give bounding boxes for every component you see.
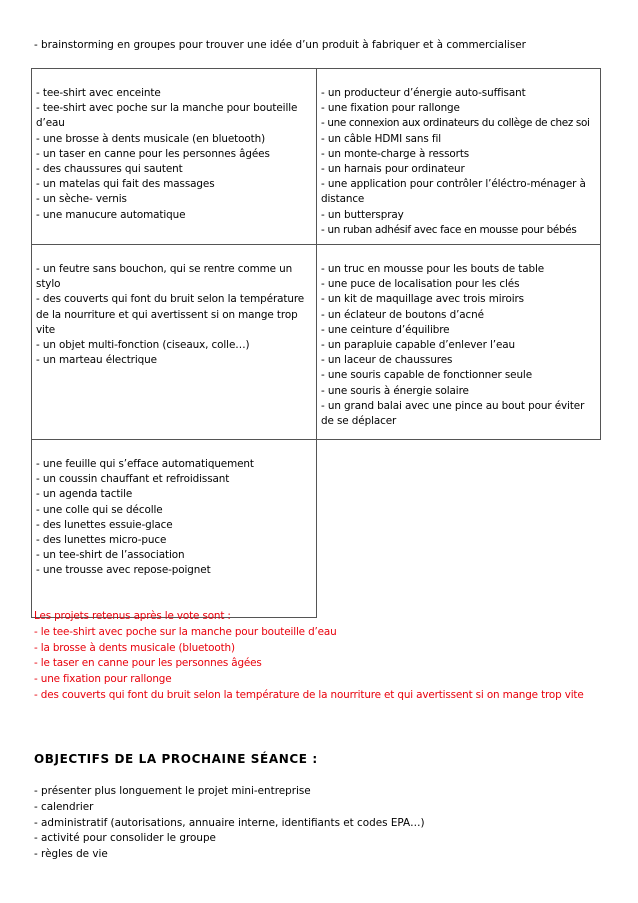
list-item: - une brosse à dents musicale (en bluetooth) [36, 132, 266, 145]
list-item: - calendrier [34, 800, 94, 813]
list-item: - règles de vie [34, 848, 108, 861]
list-item: - des lunettes micro-puce [36, 534, 167, 547]
list-item: - tee-shirt avec enceinte [36, 87, 161, 99]
ideas-cell [317, 69, 601, 245]
list-item: - un kit de maquillage avec trois miroirs [321, 293, 524, 306]
list-item: - une puce de localisation pour les clés [321, 278, 520, 291]
list-item: - des lunettes essuie-glace [36, 518, 173, 531]
list-item: - un monte-charge à ressorts [321, 147, 470, 160]
list-item: - présenter plus longuement le projet mini-entreprise [34, 785, 311, 797]
table-row [32, 69, 601, 245]
ideas-cell [317, 245, 601, 440]
list-item: - une fixation pour rallonge [321, 102, 460, 115]
list-item: - des couverts qui font du bruit selon la température de la nourriture et qui avertissent si on mange trop vite [34, 688, 584, 701]
list-item: - un producteur d’énergie auto-suffisant [321, 87, 526, 99]
list-item: - une trousse avec repose-poignet [36, 564, 211, 577]
list-item: - le taser en canne pour les personnes âgées [34, 657, 262, 670]
list-item: - une feuille qui s’efface automatiquement [36, 458, 254, 471]
retained-projects [34, 609, 634, 704]
objectives-title: OBJECTIFS DE LA PROCHAINE SÉANCE : [34, 752, 318, 766]
list-item: - des couverts qui font du bruit selon la température de la nourriture et qui avertissent si on mange trop vite [36, 293, 305, 336]
list-item: - la brosse à dents musicale (bluetooth) [34, 641, 235, 654]
list-item: - une application pour contrôler l’éléctro-ménager à distance [321, 178, 586, 206]
list-item: - un harnais pour ordinateur [321, 163, 465, 176]
list-item: - un coussin chauffant et refroidissant [36, 473, 230, 486]
list-item: - activité pour consolider le groupe [34, 832, 216, 845]
list-item: - un parapluie capable d’enlever l’eau [321, 339, 516, 352]
list-item: - une manucure automatique [36, 208, 186, 221]
list-item: - un truc en mousse pour les bouts de table [321, 263, 545, 276]
list-item: - un tee-shirt de l’association [36, 549, 185, 562]
ideas-cell [32, 69, 317, 245]
list-item: - une connexion aux ordinateurs du collège de chez soi [321, 117, 590, 130]
list-item: - un éclateur de boutons d’acné [321, 308, 484, 321]
list-item: - un agenda tactile [36, 488, 133, 501]
list-item: - un butterspray [321, 208, 404, 221]
ideas-cell [32, 245, 317, 440]
list-item: - tee-shirt avec poche sur la manche pour bouteille d’eau [36, 102, 298, 130]
list-item: - des chaussures qui sautent [36, 163, 183, 176]
list-item: - un ruban adhésif avec face en mousse pour bébés [321, 223, 577, 236]
list-item: - un matelas qui fait des massages [36, 178, 215, 191]
list-item: - une ceinture d’équilibre [321, 323, 450, 336]
list-item: - le tee-shirt avec poche sur la manche pour bouteille d’eau [34, 625, 337, 638]
list-item: - une souris à énergie solaire [321, 384, 469, 397]
list-item: - une fixation pour rallonge [34, 673, 172, 686]
list-item: - un objet multi-fonction (ciseaux, colle…) [36, 339, 250, 352]
list-item: - un marteau électrique [36, 354, 157, 367]
ideas-table [31, 68, 601, 618]
table-row [32, 440, 601, 618]
objectives-list [34, 784, 614, 863]
list-item: - un taser en canne pour les personnes âgées [36, 147, 270, 160]
list-item: - une souris capable de fonctionner seule [321, 369, 533, 382]
list-item: - un laceur de chaussures [321, 354, 453, 367]
list-item: - un feutre sans bouchon, qui se rentre comme un stylo [36, 263, 293, 291]
intro-line: - brainstorming en groupes pour trouver une idée d’un produit à fabriquer et à commercialiser [34, 39, 526, 51]
table-row [32, 245, 601, 440]
retained-heading: Les projets retenus après le vote sont : [34, 610, 231, 622]
list-item: - un grand balai avec une pince au bout pour éviter de se déplacer [321, 399, 585, 428]
list-item: - administratif (autorisations, annuaire interne, identifiants et codes EPA…) [34, 816, 425, 829]
empty-cell [317, 440, 601, 618]
ideas-cell [32, 440, 317, 618]
list-item: - une colle qui se décolle [36, 503, 163, 516]
list-item: - un sèche- vernis [36, 193, 127, 206]
list-item: - un câble HDMI sans fil [321, 132, 442, 145]
